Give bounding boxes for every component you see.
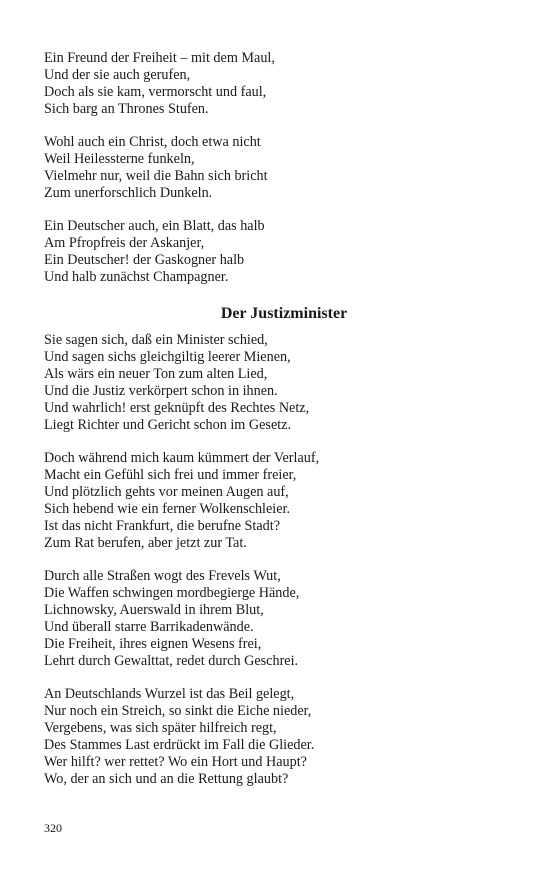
verse-line: Am Pfropfreis der Askanjer,: [44, 235, 205, 251]
verse-line: Weil Heilessterne funkeln,: [44, 151, 195, 167]
verse-line: Zum Rat berufen, aber jetzt zur Tat.: [44, 535, 247, 551]
verse-line: Doch als sie kam, vermorscht und faul,: [44, 84, 267, 100]
verse-line: Sie sagen sich, daß ein Minister schied,: [44, 332, 268, 348]
verse-line: Ein Deutscher! der Gaskogner halb: [44, 252, 245, 268]
verse-line: Doch während mich kaum kümmert der Verlauf,: [44, 450, 320, 466]
verse-line: Und plötzlich gehts vor meinen Augen auf,: [44, 484, 289, 500]
verse-line: Wer hilft? wer rettet? Wo ein Hort und Haupt?: [44, 754, 307, 770]
verse-line: An Deutschlands Wurzel ist das Beil gelegt,: [44, 686, 295, 702]
verse-line: Und die Justiz verkörpert schon in ihnen.: [44, 383, 278, 399]
verse-line: Lehrt durch Gewalttat, redet durch Geschrei.: [44, 653, 299, 669]
page-body: [44, 50, 514, 804]
verse-line: Macht ein Gefühl sich frei und immer freier,: [44, 467, 297, 483]
verse-line: Vielmehr nur, weil die Bahn sich bricht: [44, 168, 268, 184]
verse-line: Wo, der an sich und an die Rettung glaubt?: [44, 771, 289, 787]
verse-line: Lichnowsky, Auerswald in ihrem Blut,: [44, 602, 264, 618]
verse-line: Wohl auch ein Christ, doch etwa nicht: [44, 134, 261, 150]
verse-line: Ein Deutscher auch, ein Blatt, das halb: [44, 218, 265, 234]
poem-title: Der Justizminister: [220, 305, 348, 322]
verse-line: Und sagen sichs gleichgiltig leerer Mienen,: [44, 349, 291, 365]
verse-line: Liegt Richter und Gericht schon im Gesetz.: [44, 417, 292, 433]
stanza: [44, 332, 514, 434]
poem-continuation: [44, 50, 514, 286]
stanza: [44, 686, 514, 788]
verse-line: Ist das nicht Frankfurt, die berufne Stadt?: [44, 518, 280, 534]
stanza: [44, 134, 514, 202]
stanza: [44, 218, 514, 286]
verse-line: Durch alle Straßen wogt des Frevels Wut,: [44, 568, 281, 584]
verse-line: Die Freiheit, ihres eignen Wesens frei,: [44, 636, 262, 652]
poem-main: [44, 332, 514, 788]
verse-line: Als wärs ein neuer Ton zum alten Lied,: [44, 366, 268, 382]
verse-line: Vergebens, was sich später hilfreich regt,: [44, 720, 277, 736]
verse-line: Sich barg an Thrones Stufen.: [44, 101, 209, 117]
verse-line: Zum unerforschlich Dunkeln.: [44, 185, 213, 201]
page-number: 320: [44, 821, 62, 835]
verse-line: Ein Freund der Freiheit – mit dem Maul,: [44, 50, 275, 66]
verse-line: Und halb zunächst Champagner.: [44, 269, 229, 285]
verse-line: Und überall starre Barrikadenwände.: [44, 619, 254, 635]
stanza: [44, 568, 514, 670]
verse-line: Sich hebend wie ein ferner Wolkenschleier.: [44, 501, 291, 517]
verse-line: Des Stammes Last erdrückt im Fall die Glieder.: [44, 737, 315, 753]
stanza: [44, 50, 514, 118]
stanza: [44, 450, 514, 552]
verse-line: Und der sie auch gerufen,: [44, 67, 191, 83]
verse-line: Nur noch ein Streich, so sinkt die Eiche nieder,: [44, 703, 312, 719]
verse-line: Und wahrlich! erst geknüpft des Rechtes Netz,: [44, 400, 310, 416]
verse-line: Die Waffen schwingen mordbegierge Hände,: [44, 585, 300, 601]
